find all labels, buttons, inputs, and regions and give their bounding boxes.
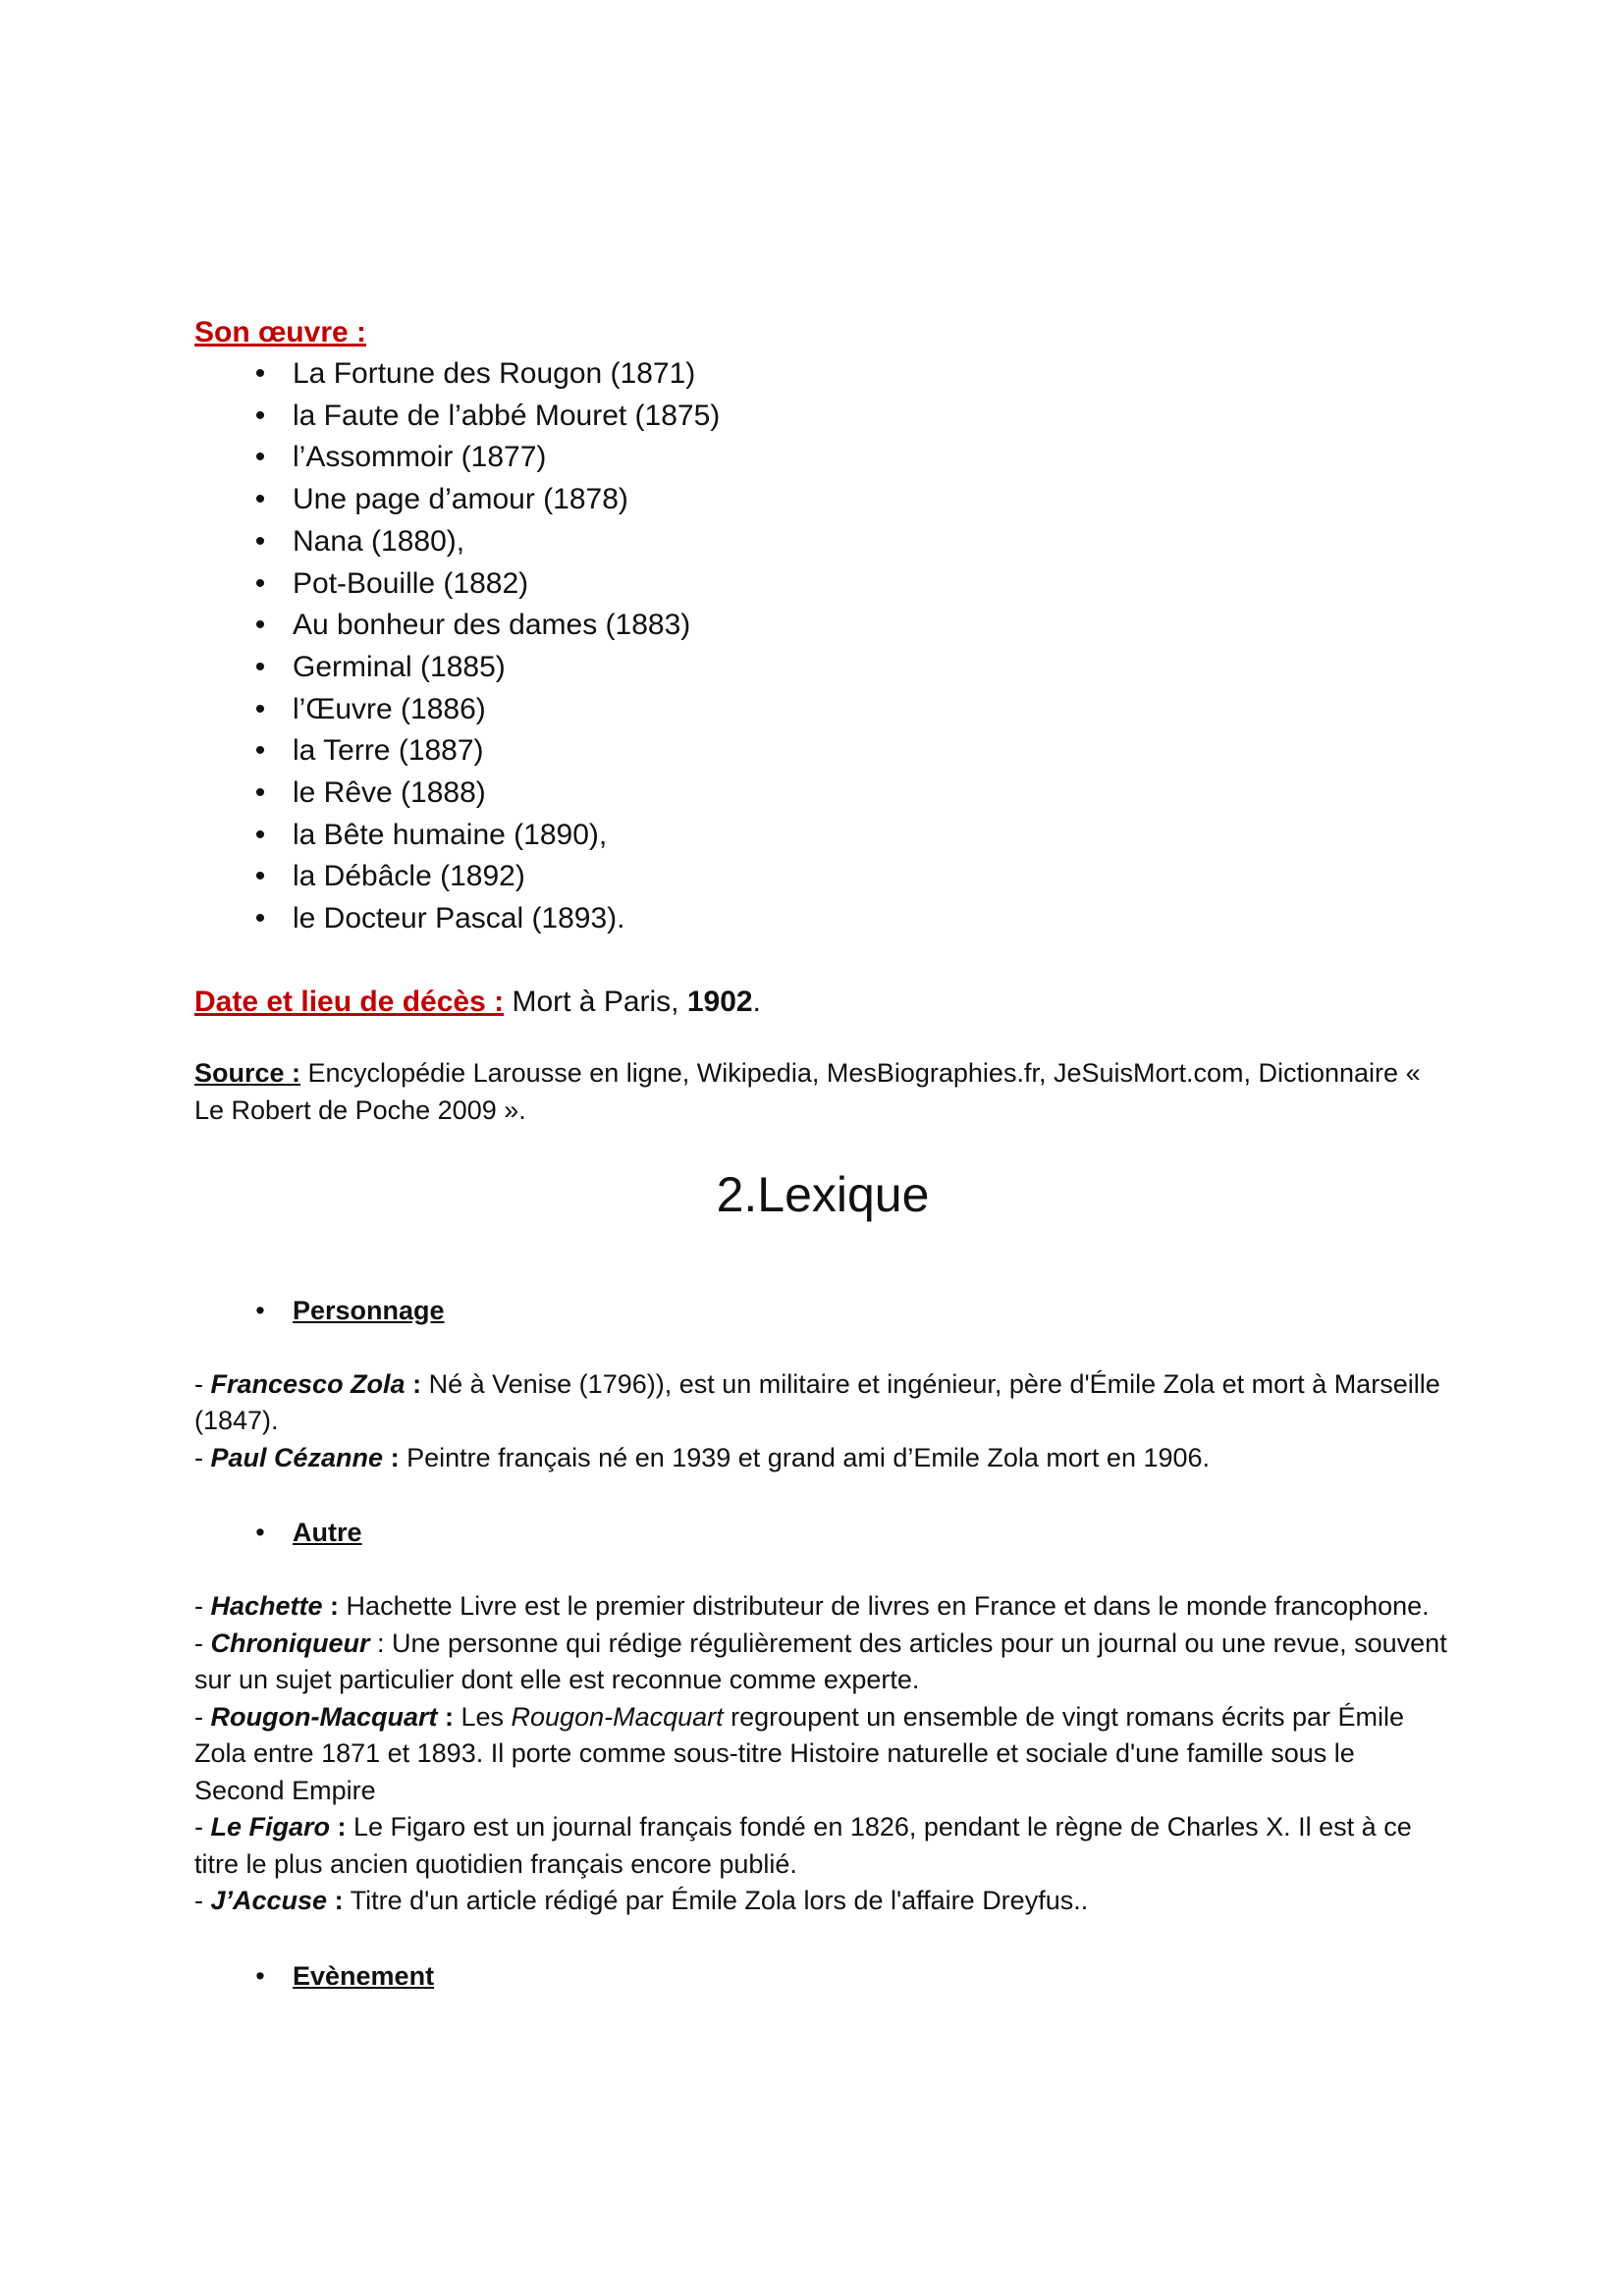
bullet-icon: • bbox=[254, 441, 266, 474]
works-list bbox=[194, 353, 1451, 940]
death-year: 1902 bbox=[686, 985, 753, 1018]
lexique-title: 2.Lexique bbox=[716, 1166, 930, 1222]
bullet-icon: • bbox=[254, 609, 266, 642]
list-item: • la Débâcle (1892) bbox=[194, 856, 1451, 898]
bullet-icon: • bbox=[254, 399, 266, 432]
list-item: • le Rêve (1888) bbox=[194, 773, 1451, 815]
list-item: • Pot-Bouille (1882) bbox=[194, 563, 1451, 606]
list-item: • la Bête humaine (1890), bbox=[194, 815, 1451, 857]
oeuvre-heading: Son œuvre : bbox=[194, 316, 367, 348]
autre-heading: • Autre bbox=[194, 1514, 1451, 1551]
bullet-icon: • bbox=[254, 860, 266, 893]
bullet-icon: • bbox=[254, 818, 266, 851]
bullet-icon: • bbox=[254, 483, 266, 516]
lexique-entry-francesco-zola: - Francesco Zola : Né à Venise (1796)), est un militaire et ingénieur, père d'Émile Zola et mort à Marseille (1847). bbox=[194, 1368, 1440, 1436]
bullet-icon: • bbox=[255, 1295, 265, 1325]
death-line: Date et lieu de décès : Mort à Paris, 1902. bbox=[194, 985, 761, 1018]
bullet-icon: • bbox=[254, 524, 266, 558]
list-item: • le Docteur Pascal (1893). bbox=[194, 898, 1451, 940]
source-text: Encyclopédie Larousse en ligne, Wikipedia, MesBiographies.fr, JeSuisMort.com, Dictionnaire « Le Robert de Poche 2009 ». bbox=[194, 1057, 1421, 1125]
bullet-icon: • bbox=[254, 650, 266, 683]
source-label: Source : bbox=[194, 1057, 301, 1088]
lexique-entry-jaccuse: - J’Accuse : Titre d'un article rédigé par Émile Zola lors de l'affaire Dreyfus.. bbox=[194, 1886, 1089, 1916]
autre-entries bbox=[194, 1588, 1451, 1920]
list-item: • l’Œuvre (1886) bbox=[194, 689, 1451, 731]
lexique-entry-rougon-macquart: - Rougon-Macquart : Les Rougon-Macquart regroupent un ensemble de vingt romans écrits par Émile Zola entre 1871 et 1893. Il porte comme sous-titre Histoire naturelle et sociale d'une famille sous le Second Empire bbox=[194, 1701, 1405, 1805]
lexique-entry-chroniqueur: - Chroniqueur : Une personne qui rédige régulièrement des articles pour un journal ou une revue, souvent sur un sujet particulier dont elle est reconnue comme experte. bbox=[194, 1628, 1447, 1695]
bullet-icon: • bbox=[254, 734, 266, 768]
list-item: • Au bonheur des dames (1883) bbox=[194, 605, 1451, 647]
source-line bbox=[194, 1054, 1451, 1129]
personnage-heading: • Personnage bbox=[194, 1292, 1451, 1329]
list-item: • Germinal (1885) bbox=[194, 647, 1451, 689]
oeuvre-section bbox=[194, 312, 1451, 353]
death-heading: Date et lieu de décès : bbox=[194, 985, 505, 1018]
bullet-icon: • bbox=[255, 1518, 265, 1548]
document-page bbox=[194, 312, 1451, 1995]
death-text: Mort à Paris, bbox=[504, 985, 687, 1018]
lexique-entry-hachette: - Hachette : Hachette Livre est le premier distributeur de livres en France et dans le monde francophone. bbox=[194, 1591, 1430, 1622]
bullet-icon: • bbox=[255, 1960, 265, 1991]
lexique-entry-paul-cezanne: - Paul Cézanne : Peintre français né en 1939 et grand ami d’Emile Zola mort en 1906. bbox=[194, 1442, 1211, 1472]
list-item: • la Terre (1887) bbox=[194, 730, 1451, 773]
bullet-icon: • bbox=[254, 357, 266, 390]
bullet-icon: • bbox=[254, 902, 266, 935]
evenement-heading: • Evènement bbox=[194, 1957, 1451, 1995]
list-item: • La Fortune des Rougon (1871) bbox=[194, 353, 1451, 396]
bullet-icon: • bbox=[254, 776, 266, 810]
bullet-icon: • bbox=[254, 692, 266, 725]
list-item: • la Faute de l’abbé Mouret (1875) bbox=[194, 396, 1451, 438]
lexique-entry-le-figaro: - Le Figaro : Le Figaro est un journal français fondé en 1826, pendant le règne de Charles X. Il est à ce titre le plus ancien quotidien français encore publié. bbox=[194, 1812, 1412, 1879]
personnage-entries bbox=[194, 1366, 1451, 1477]
list-item: • Une page d’amour (1878) bbox=[194, 479, 1451, 521]
list-item: • l’Assommoir (1877) bbox=[194, 437, 1451, 479]
bullet-icon: • bbox=[254, 566, 266, 600]
list-item: • Nana (1880), bbox=[194, 521, 1451, 563]
